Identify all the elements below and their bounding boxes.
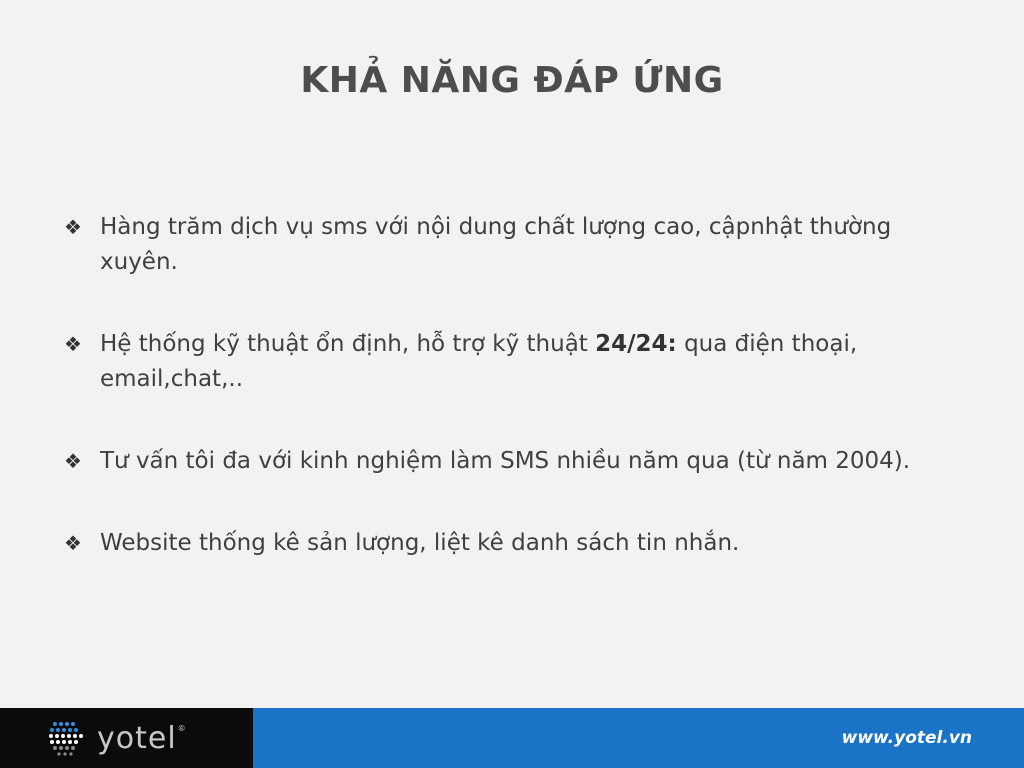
list-item — [64, 210, 944, 280]
bullet-text-bold: 24/24: — [595, 331, 677, 357]
bullet-text-part: Tư vấn tôi đa với kinh nghiệm làm SMS nhiều năm qua (từ năm 2004). — [100, 448, 911, 474]
list-item — [64, 327, 944, 397]
registered-mark: ® — [177, 723, 186, 733]
diamond-bullet-icon: ❖ — [64, 215, 82, 239]
footer-bar — [0, 708, 1024, 768]
website-url[interactable]: www.yotel.vn — [841, 728, 972, 748]
bullet-list — [64, 210, 944, 608]
logo-wordmark: yotel — [97, 720, 177, 756]
diamond-bullet-icon: ❖ — [64, 531, 82, 555]
footer-logo-area — [0, 708, 253, 768]
footer-url-area — [253, 708, 1024, 768]
list-item — [64, 444, 944, 479]
bullet-text — [100, 210, 944, 280]
bullet-text-part: Hàng trăm dịch vụ sms với nội dung chất lượng cao, cậpnhật thường xuyên. — [100, 214, 892, 275]
diamond-bullet-icon: ❖ — [64, 449, 82, 473]
slide-title: KHẢ NĂNG ĐÁP ỨNG — [300, 60, 724, 101]
bullet-text — [100, 526, 944, 561]
bullet-text-part: Website thống kê sản lượng, liệt kê danh sách tin nhắn. — [100, 530, 740, 556]
bullet-text-part: Hệ thống kỹ thuật ổn định, hỗ trợ kỹ thuật — [100, 331, 596, 357]
bullet-text — [100, 327, 944, 397]
bullet-text — [100, 444, 944, 479]
diamond-bullet-icon: ❖ — [64, 332, 82, 356]
list-item — [64, 526, 944, 561]
yotel-logo — [45, 716, 186, 760]
bullet-text-part: qua điện thoại, email,chat,.. — [100, 331, 858, 392]
dotted-globe-icon — [45, 716, 89, 760]
